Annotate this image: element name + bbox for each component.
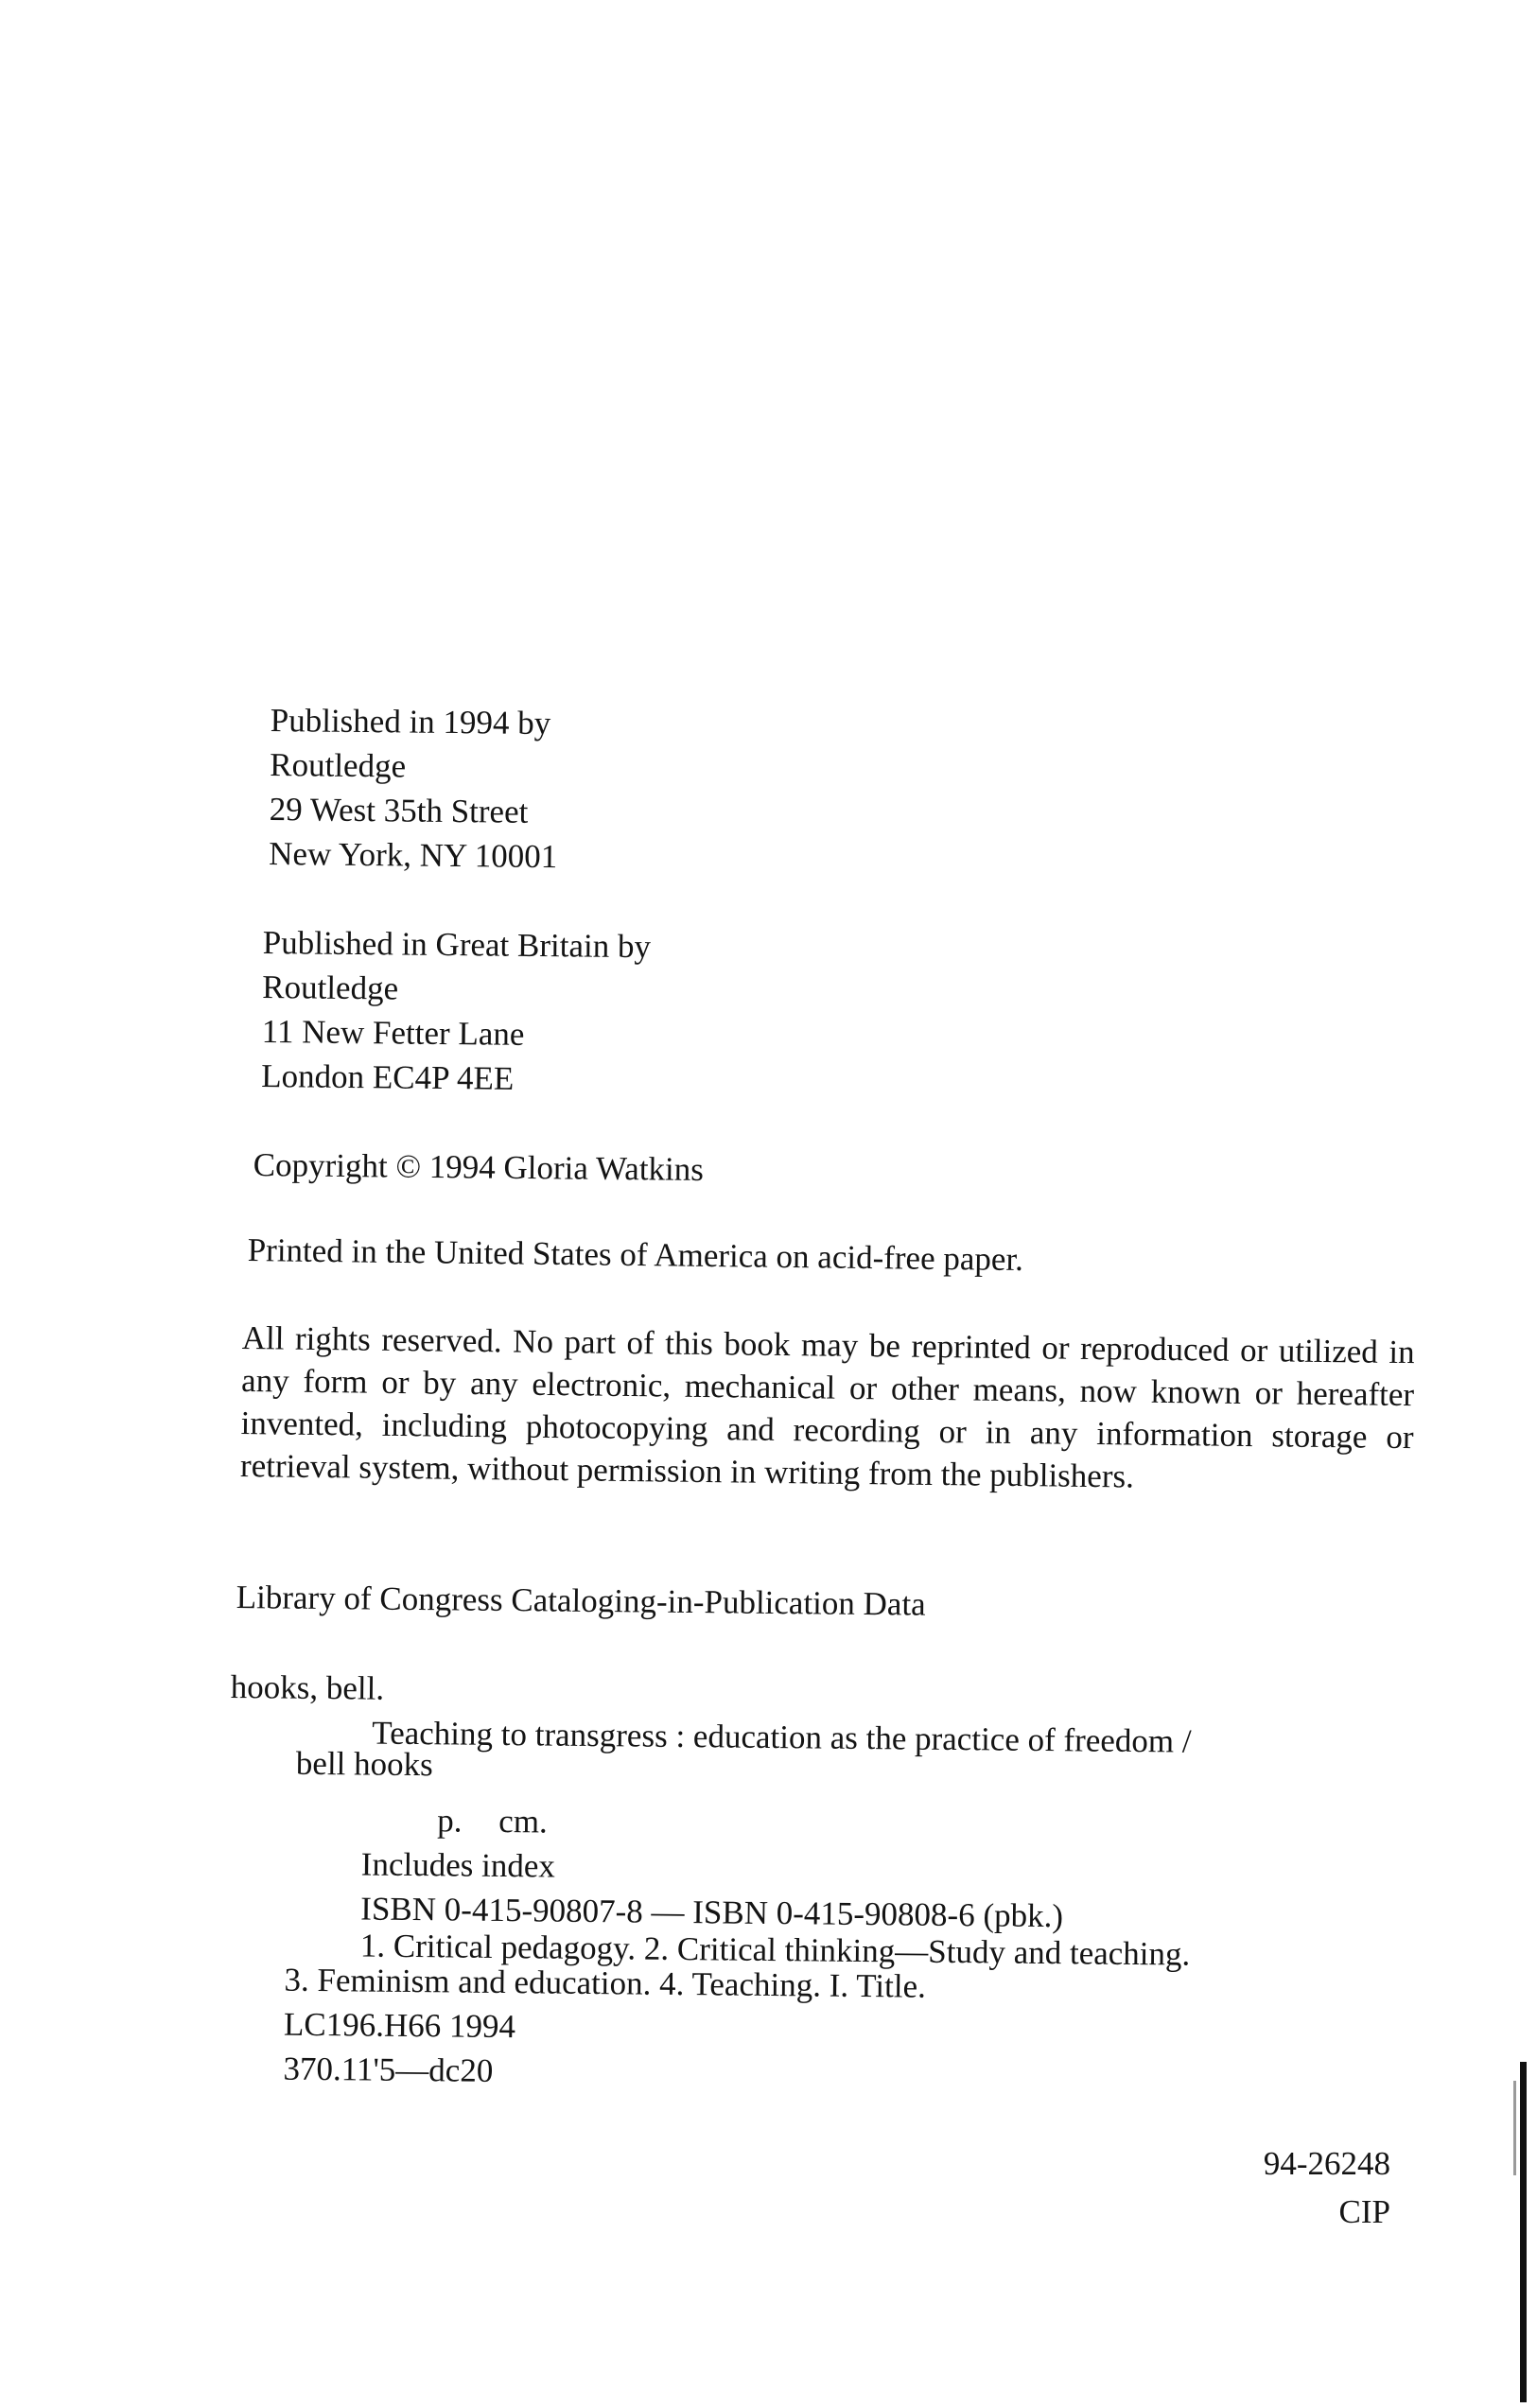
uk-publisher-address [261,920,651,1102]
uk-address-line-1: Published in Great Britain by [262,923,652,966]
uk-address-line-4: London EC4P 4EE [261,1056,515,1097]
scan-edge-artifact [1520,2062,1527,2402]
cip-title-line-1: Teaching to transgress : education as the practice of freedom / [372,1714,1192,1760]
cip-isbn: ISBN 0-415-90807-8 — ISBN 0-415-90808-6 (pbk.) [360,1890,1064,1935]
cip-author: hooks, bell. [230,1667,385,1707]
cip-record [226,1665,1404,2103]
us-address-line-1: Published in 1994 by [270,701,551,742]
printed-notice: Printed in the United States of America on acid-free paper. [247,1230,1024,1279]
lccn-number: 94-26248 [1263,2145,1390,2182]
scan-edge-shadow [1513,2081,1516,2175]
uk-address-line-2: Routledge [262,968,399,1007]
cip-heading: Library of Congress Cataloging-in-Publication Data [236,1578,926,1623]
cip-lc-class: LC196.H66 1994 [283,2005,516,2046]
cip-physical-description: p. cm. [437,1802,548,1841]
rights-reserved-paragraph: All rights reserved. No part of this book may be reprinted or reproduced or utilized in any form or by any electronic, mechanical or other means, now known or hereafter invented, including photocopying and recording or in any information storage or retrieval system, without permission in writing from the publishers. [239,1318,1415,1495]
lccn-block [1230,2139,1390,2236]
cip-dewey: 370.11'5—dc20 [283,2050,494,2089]
us-address-line-3: 29 West 35th Street [269,790,529,830]
cip-title-line-2: bell hooks [295,1744,433,1784]
cip-subjects-line-2: 3. Feminism and education. 4. Teaching. I. Title. [284,1961,927,2005]
us-publisher-address [269,698,559,879]
us-address-line-2: Routledge [270,745,407,785]
cip-label: CIP [1338,2193,1390,2230]
copyright-notice: Copyright © 1994 Gloria Watkins [253,1145,705,1188]
cip-includes-index: Includes index [360,1845,556,1885]
cip-subjects-line-1: 1. Critical pedagogy. 2. Critical thinking—Study and teaching. [359,1927,1191,1973]
uk-address-line-3: 11 New Fetter Lane [261,1012,525,1053]
us-address-line-4: New York, NY 10001 [269,834,558,876]
